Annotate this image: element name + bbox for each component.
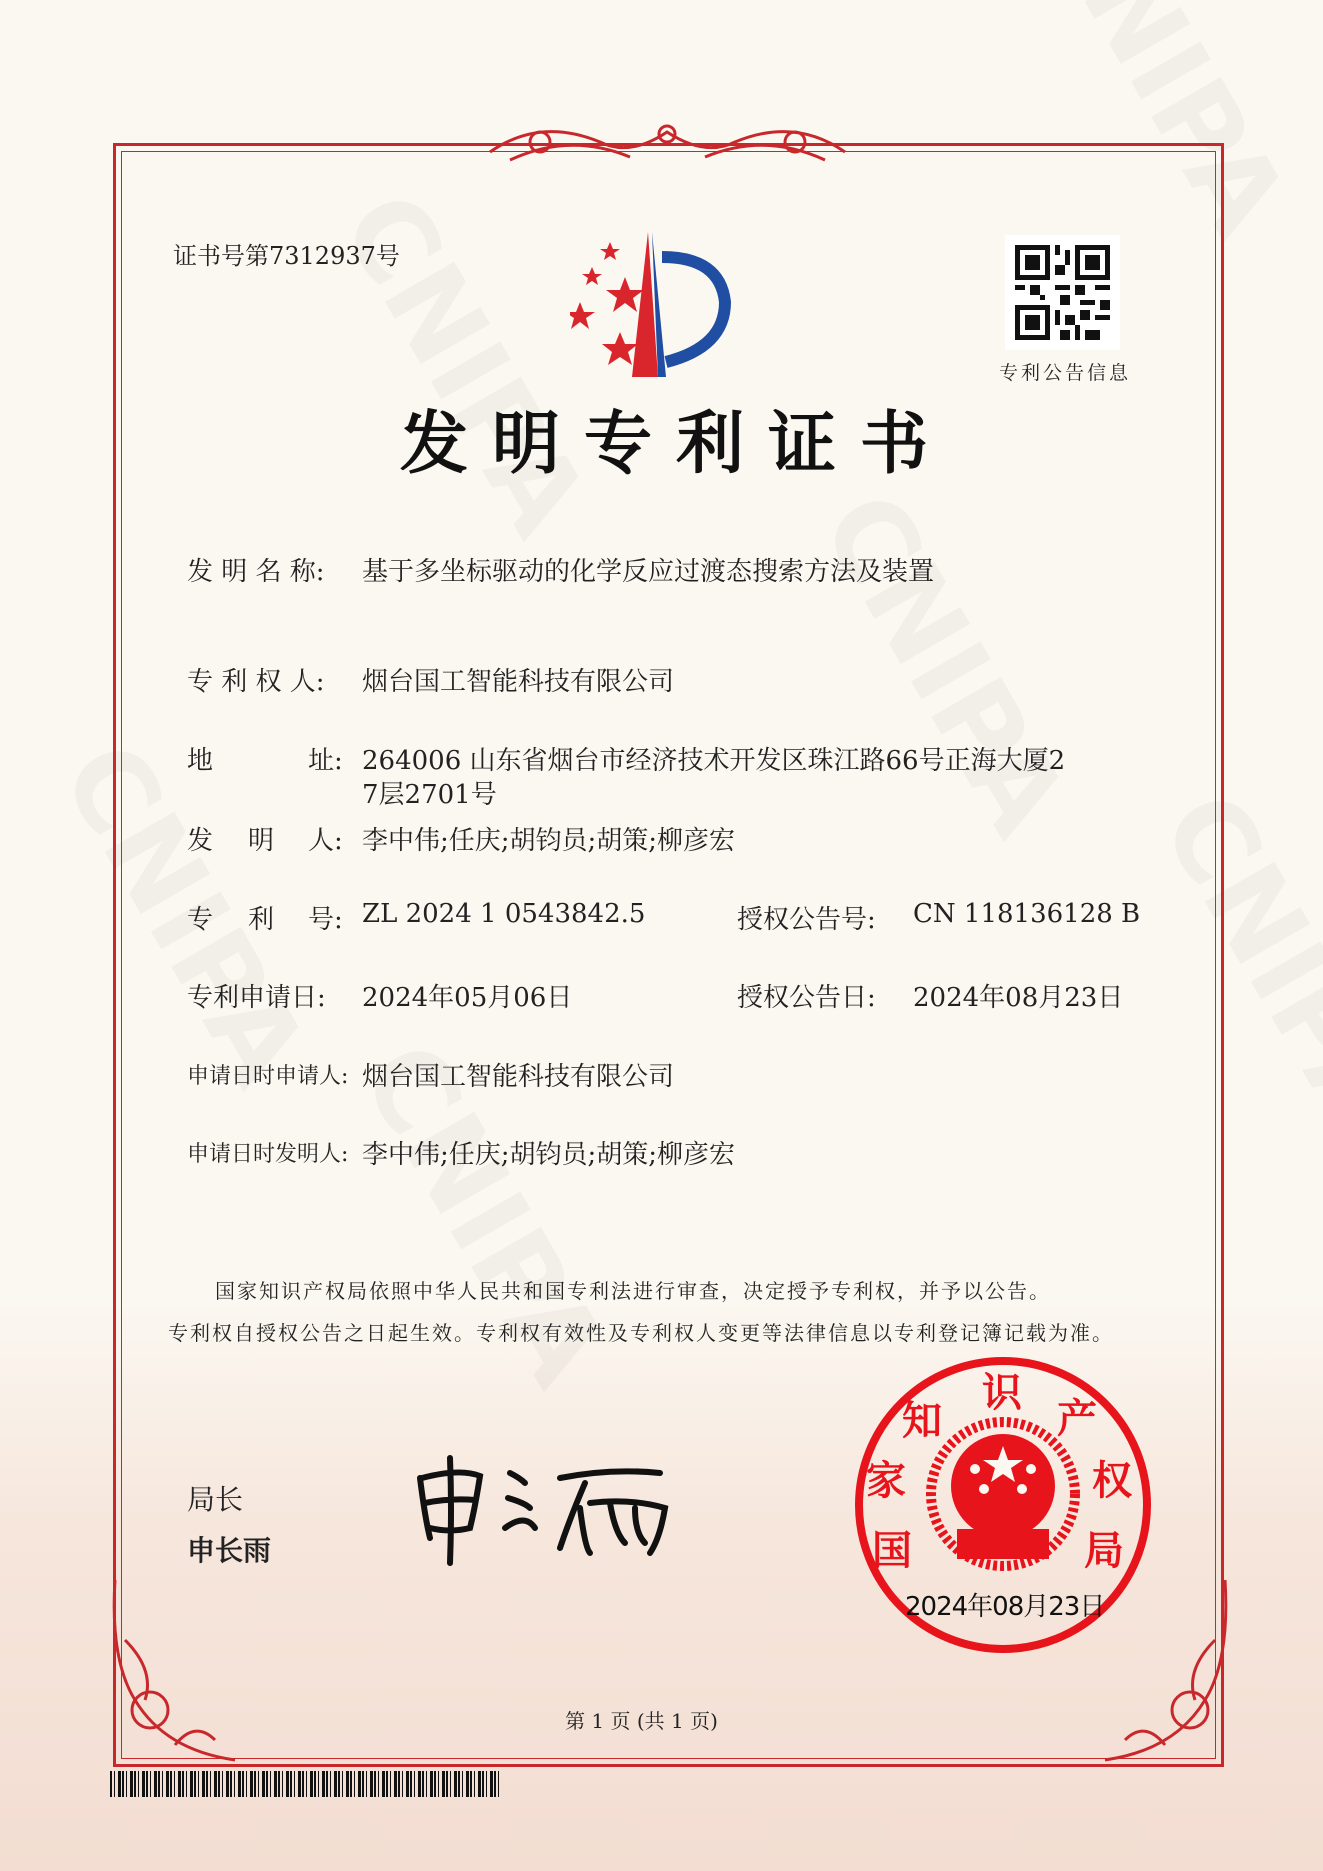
announcement-number-label: 授权公告号:	[737, 905, 876, 935]
cnipa-logo	[570, 232, 770, 382]
patent-number-label-end: 号:	[308, 905, 343, 935]
top-ornament	[480, 112, 855, 174]
application-date-label: 专利申请日:	[187, 983, 326, 1013]
certificate-number: 证书号第7312937号	[173, 242, 400, 270]
inventors-label-end: 人:	[308, 826, 343, 856]
patentee-value: 烟台国工智能科技有限公司	[362, 667, 675, 697]
statement-line1: 国家知识产权局依照中华人民共和国专利法进行审查，决定授予专利权，并予以公告。	[215, 1279, 1051, 1303]
address-value-line2: 7层2701号	[362, 780, 497, 810]
qr-code	[1005, 235, 1120, 350]
page-number: 第 1 页 (共 1 页)	[565, 1709, 718, 1733]
inventors-label-mid: 明	[248, 826, 275, 856]
announcement-date-value: 2024年08月23日	[913, 983, 1124, 1013]
address-label: 地	[187, 746, 214, 776]
inventors-value: 李中伟;任庆;胡钧员;胡策;柳彦宏	[362, 826, 736, 856]
seal-date: 2024年08月23日	[905, 1592, 1105, 1622]
qr-label: 专利公告信息	[998, 362, 1131, 384]
inventor-at-filing-value: 李中伟;任庆;胡钧员;胡策;柳彦宏	[362, 1140, 736, 1170]
applicant-at-filing-label: 申请日时申请人:	[187, 1064, 349, 1089]
invention-name-value: 基于多坐标驱动的化学反应过渡态搜索方法及装置	[362, 557, 935, 587]
application-date-value: 2024年05月06日	[362, 983, 573, 1013]
seal-text: 国家知识产权局	[866, 1370, 1132, 1574]
announcement-date-label: 授权公告日:	[737, 983, 876, 1013]
page-title: 发明专利证书	[400, 405, 953, 484]
announcement-number-value: CN 118136128 B	[913, 899, 1141, 929]
address-value-line1: 264006 山东省烟台市经济技术开发区珠江路66号正海大厦2	[362, 746, 1066, 776]
corner-ornament-left	[105, 1580, 245, 1770]
statement-line2: 专利权自授权公告之日起生效。专利权有效性及专利权人变更等法律信息以专利登记簿记载为准。	[168, 1321, 1114, 1345]
applicant-at-filing-value: 烟台国工智能科技有限公司	[362, 1062, 675, 1092]
invention-name-label: 发 明 名 称:	[187, 557, 325, 587]
patent-number-value: ZL 2024 1 0543842.5	[362, 899, 646, 929]
patent-number-label-mid: 利	[248, 905, 275, 935]
signatory-name: 申长雨	[187, 1534, 272, 1567]
handwritten-signature	[410, 1448, 690, 1568]
patentee-label: 专 利 权 人:	[187, 667, 325, 697]
inventor-at-filing-label: 申请日时发明人:	[187, 1142, 349, 1167]
barcode	[110, 1771, 500, 1797]
signatory-title: 局长	[187, 1483, 244, 1516]
patent-number-label: 专	[187, 905, 214, 935]
inventors-label: 发	[187, 826, 214, 856]
address-label-end: 址:	[308, 746, 343, 776]
